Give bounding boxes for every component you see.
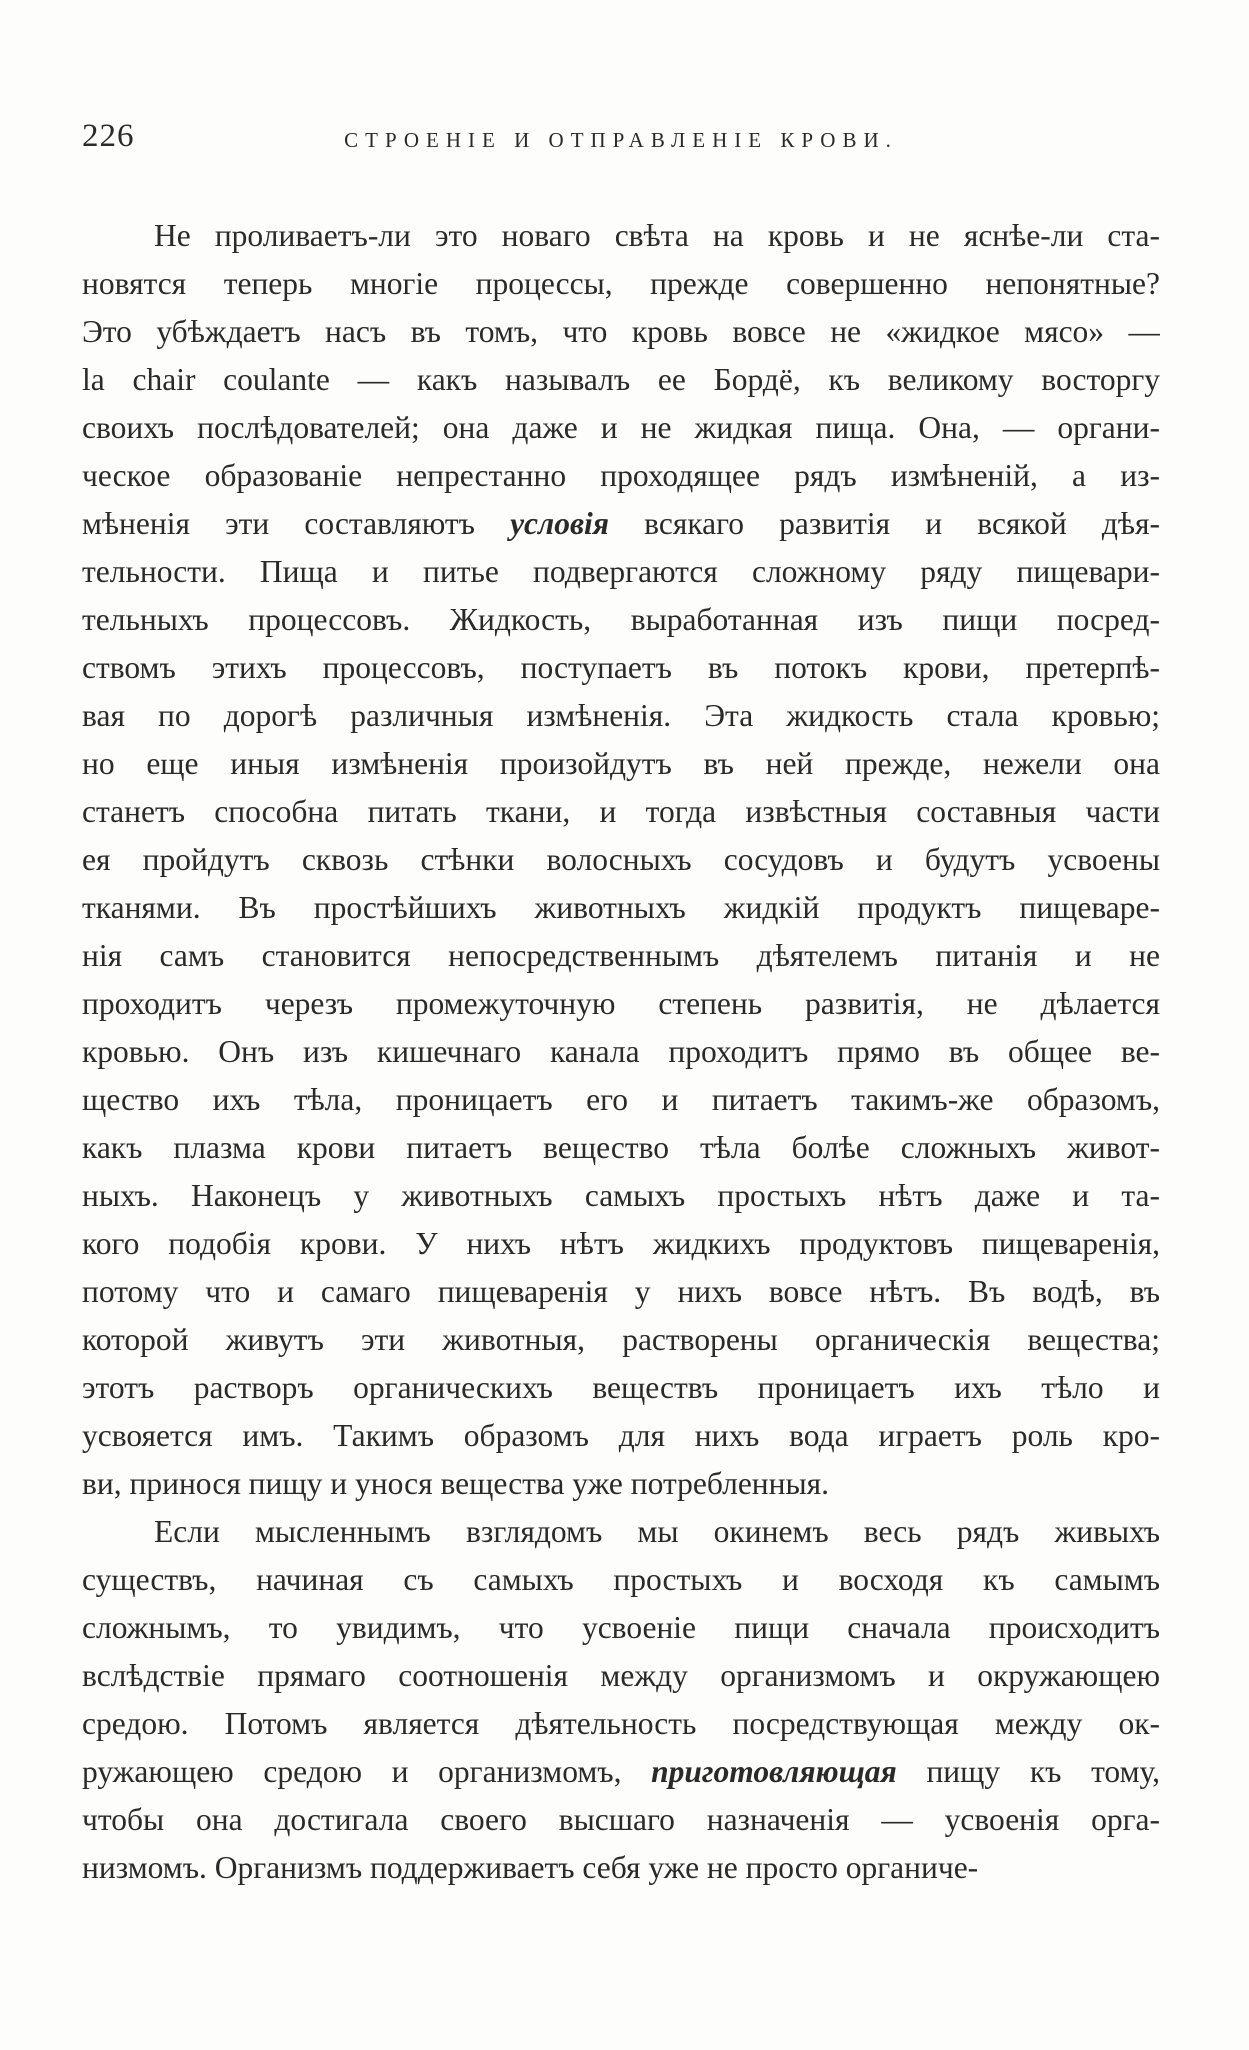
text-segment: всякаго развитія и всякой дѣя- xyxy=(609,506,1160,541)
text-line: щество ихъ тѣла, проницаетъ его и питаетъ такимъ-же образомъ, xyxy=(82,1082,1160,1117)
text-line: кровью. Онъ изъ кишечнаго канала проходитъ прямо въ общее ве- xyxy=(82,1034,1160,1069)
text-line: Это убѣждаетъ насъ въ томъ, что кровь вовсе не «жидкое мясо» — xyxy=(82,314,1160,349)
text-line: своихъ послѣдователей; она даже и не жидкая пища. Она, — органи- xyxy=(82,410,1160,445)
text-line: тельности. Пища и питье подвергаются сложному ряду пищевари- xyxy=(82,554,1160,589)
text-line: тканями. Въ простѣйшихъ животныхъ жидкій продуктъ пищеваре- xyxy=(82,890,1160,925)
text-line: кого подобія крови. У нихъ нѣтъ жидкихъ продуктовъ пищеваренія, xyxy=(82,1226,1160,1261)
text-body xyxy=(82,212,1160,1892)
text-line: ея пройдутъ сквозь стѣнки волосныхъ сосудовъ и будутъ усвоены xyxy=(82,842,1160,877)
text-segment: мѣненія эти составляютъ xyxy=(82,506,511,541)
text-line: сложнымъ, то увидимъ, что усвоеніе пищи сначала происходитъ xyxy=(82,1610,1160,1645)
text-line: станетъ способна питать ткани, и тогда извѣстныя составныя части xyxy=(82,794,1160,829)
text-line: существъ, начиная съ самыхъ простыхъ и восходя къ самымъ xyxy=(82,1562,1160,1597)
text-line: усвояется имъ. Такимъ образомъ для нихъ вода играетъ роль кро- xyxy=(82,1418,1160,1453)
text-line: Если мысленнымъ взглядомъ мы окинемъ весь рядъ живыхъ xyxy=(154,1514,1160,1549)
text-line: вая по дорогѣ различныя измѣненія. Эта жидкость стала кровью; xyxy=(82,698,1160,733)
text-line: проходитъ черезъ промежуточную степень развитія, не дѣлается xyxy=(82,986,1160,1021)
text-segment: ружающею средою и организмомъ, xyxy=(82,1754,652,1789)
text-line: ческое образованіе непрестанно проходящее рядъ измѣненій, а из- xyxy=(82,458,1160,493)
text-line: потому что и самаго пищеваренія у нихъ вовсе нѣтъ. Въ водѣ, въ xyxy=(82,1274,1160,1309)
emphasized-word: условія xyxy=(510,506,609,541)
text-line: чтобы она достигала своего высшаго назначенія — усвоенія орга- xyxy=(82,1802,1160,1837)
text-line: вслѣдствіе прямаго соотношенія между организмомъ и окружающею xyxy=(82,1658,1160,1693)
text-line: нія самъ становится непосредственнымъ дѣятелемъ питанія и не xyxy=(82,938,1160,973)
text-line: этотъ растворъ органическихъ веществъ проницаетъ ихъ тѣло и xyxy=(82,1370,1160,1405)
text-line: но еще иныя измѣненія произойдутъ въ ней прежде, нежели она xyxy=(82,746,1160,781)
paragraph xyxy=(82,1508,1160,1892)
emphasized-word: приготовляющая xyxy=(651,1754,897,1789)
text-line: ныхъ. Наконецъ у животныхъ самыхъ простыхъ нѣтъ даже и та- xyxy=(82,1178,1160,1213)
text-line: низмомъ. Организмъ поддерживаетъ себя уже не просто органиче- xyxy=(82,1850,979,1885)
text-line xyxy=(82,500,1160,548)
page-number: 226 xyxy=(82,118,135,154)
text-line: ствомъ этихъ процессовъ, поступаетъ въ потокъ крови, претерпѣ- xyxy=(82,650,1160,685)
text-line: средою. Потомъ является дѣятельность посредствующая между ок- xyxy=(82,1706,1160,1741)
text-line: la chair coulante — какъ называлъ ее Бордё, къ великому восторгу xyxy=(82,362,1160,397)
text-line: тельныхъ процессовъ. Жидкость, выработанная изъ пищи посред- xyxy=(82,602,1160,637)
running-head xyxy=(82,118,1160,158)
text-line: ви, принося пищу и унося вещества уже потребленныя. xyxy=(82,1466,830,1501)
text-line xyxy=(82,1748,1160,1796)
text-line: которой живутъ эти животныя, растворены органическія вещества; xyxy=(82,1322,1160,1357)
paragraph xyxy=(82,212,1160,1508)
text-line: Не проливаетъ-ли это новаго свѣта на кровь и не яснѣе-ли ста- xyxy=(154,218,1160,253)
text-line: какъ плазма крови питаетъ вещество тѣла болѣе сложныхъ живот- xyxy=(82,1130,1160,1165)
text-segment: пищу къ тому, xyxy=(896,1754,1160,1789)
text-line: новятся теперь многіе процессы, прежде совершенно непонятные? xyxy=(82,266,1160,301)
running-title: СТРОЕНІЕ И ОТПРАВЛЕНІЕ КРОВИ. xyxy=(344,128,898,152)
